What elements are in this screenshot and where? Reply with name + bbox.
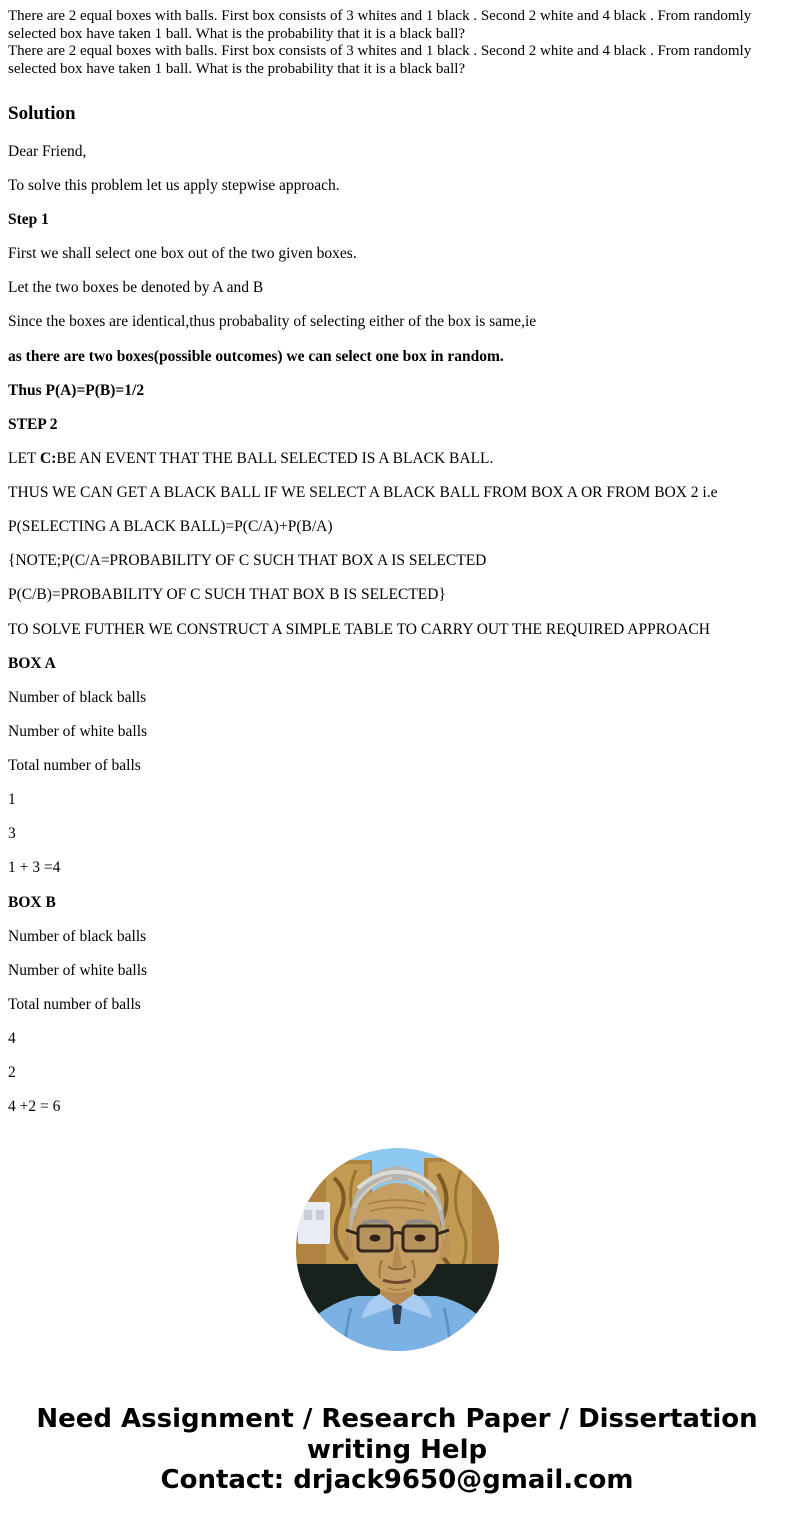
paragraph-two-boxes-bold: as there are two boxes(possible outcomes) we can select one box in random. [8,347,504,365]
paragraph-thus-pa-pb: Thus P(A)=P(B)=1/2 [8,381,145,399]
paragraph-to-solve-futher: TO SOLVE FUTHER WE CONSTRUCT A SIMPLE TABLE TO CARRY OUT THE REQUIRED APPROACH [8,620,710,638]
paragraph-intro: To solve this problem let us apply stepwise approach. [8,176,340,194]
tutor-portrait-photo [296,1148,499,1351]
paragraph-identical-boxes: Since the boxes are identical,thus probabality of selecting either of the box is same,ie [8,313,537,331]
question-text-1: There are 2 equal boxes with balls. First box consists of 3 whites and 1 black . Second 2 white and 4 black . From randomly selected box have taken 1 ball. What is the probability that it is a black ball? [8,8,752,42]
step-2-heading: STEP 2 [8,415,58,433]
step-1-heading: Step 1 [8,211,49,228]
paragraph-p-selecting: P(SELECTING A BLACK BALL)=P(C/A)+P(B/A) [8,518,333,536]
box-b-black-balls-label: Number of black balls [8,927,147,945]
let-c-rest: BE AN EVENT THAT THE BALL SELECTED IS A BLACK BALL. [56,449,494,467]
solution-heading: Solution [8,102,76,124]
paragraph-note-pca: {NOTE;P(C/A=PROBABILITY OF C SUCH THAT BOX A IS SELECTED [8,552,487,570]
box-b-total-balls-label: Total number of balls [8,995,141,1013]
box-b-black-count: 4 [8,1030,16,1047]
switch-plate [298,1202,330,1244]
paragraph-denote-ab: Let the two boxes be denoted by A and B [8,279,264,297]
footer-help-text: Need Assignment / Research Paper / Dissertation writing Help [36,1404,758,1465]
paragraph-thus-black-ball: THUS WE CAN GET A BLACK BALL IF WE SELECT A BLACK BALL FROM BOX A OR FROM BOX 2 i.e [8,484,718,501]
let-c-bold: C: [40,449,57,467]
box-b-heading: BOX B [8,893,56,911]
box-a-total-sum: 1 + 3 =4 [8,859,61,877]
portrait-container [8,1148,786,1356]
box-a-total-balls-label: Total number of balls [8,757,141,774]
box-b-white-balls-label: Number of white balls [8,961,148,979]
footer-contact-email: Contact: drjack9650@gmail.com [160,1464,634,1495]
box-a-white-count: 3 [8,825,16,843]
let-c-prefix: LET [8,449,40,467]
paragraph-select-box: First we shall select one box out of the two given boxes. [8,245,357,263]
box-a-heading: BOX A [8,654,56,672]
question-text-2: There are 2 equal boxes with balls. First box consists of 3 whites and 1 black . Second 2 white and 4 black . From randomly selected box have taken 1 ball. What is the probability that it is a black ball? [8,43,752,78]
box-a-black-count: 1 [8,791,16,809]
paragraph-let-c [8,450,786,468]
box-a-white-balls-label: Number of white balls [8,722,148,740]
box-b-white-count: 2 [8,1064,16,1082]
footer-banner [8,1404,786,1494]
paragraph-dear-friend: Dear Friend, [8,142,87,160]
paragraph-pcb: P(C/B)=PROBABILITY OF C SUCH THAT BOX B IS SELECTED} [8,586,446,604]
question-block [8,8,786,79]
box-a-black-balls-label: Number of black balls [8,688,147,706]
box-b-total-sum: 4 +2 = 6 [8,1098,61,1116]
